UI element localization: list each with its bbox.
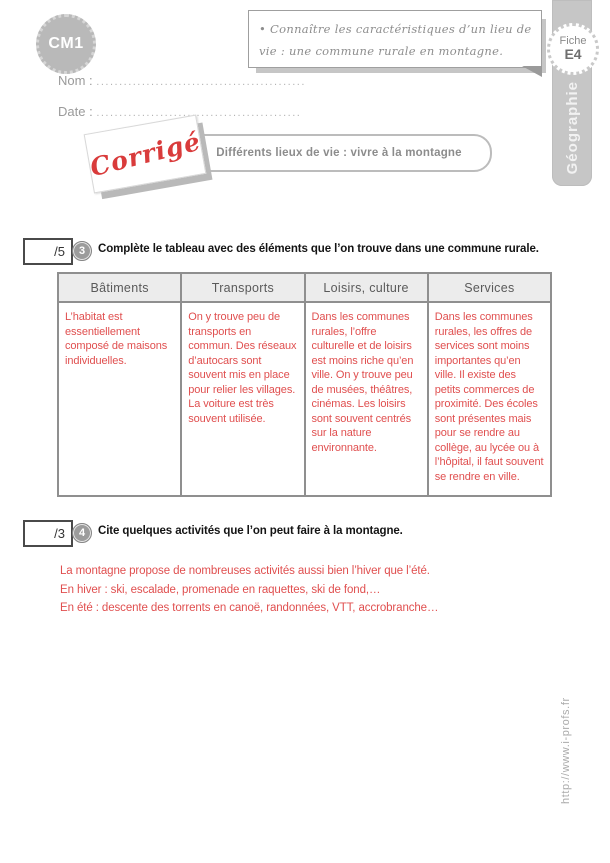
- q4-answer-line-1: La montagne propose de nombreuses activités aussi bien l’hiver que l’été.: [60, 565, 430, 577]
- table-header-row: [58, 273, 551, 302]
- objective-box: [248, 10, 542, 68]
- question-number-q4: [72, 523, 92, 543]
- corrige-stamp-text: Corrigé: [86, 126, 204, 182]
- question-prompt-q3: Complète le tableau avec des éléments que l’on trouve dans une commune rurale.: [98, 243, 539, 255]
- table-cell-loisirs-answer: Dans les communes rurales, l’offre culturelle et de loisirs est moins riche qu’en ville. On y trouve peu de musées, théâtres, cinémas. Les loisirs sont souvent centrés sur la nature environnante.: [305, 302, 428, 496]
- score-label-q3: /5: [54, 244, 65, 259]
- name-label: Nom :: [58, 73, 93, 88]
- worksheet-title-box: [186, 134, 492, 172]
- name-dotted-line: ..............................................: [96, 76, 306, 88]
- fiche-label: Fiche: [559, 35, 587, 48]
- table-answer-row: [58, 302, 551, 496]
- table-header-loisirs-culture: Loisirs, culture: [305, 273, 428, 302]
- question-prompt-q4: Cite quelques activités que l’on peut faire à la montagne.: [98, 525, 403, 537]
- score-box-q4: [23, 520, 73, 547]
- score-label-q4: /3: [54, 526, 65, 541]
- score-box-q3: [23, 238, 73, 265]
- table-cell-transports-answer: On y trouve peu de transports en commun. Des réseaux d’autocars sont souvent mis en place pour relier les villages. La voiture est très souvent utilisée.: [181, 302, 304, 496]
- worksheet-title: Différents lieux de vie : vivre à la montagne: [216, 147, 462, 159]
- level-badge: [36, 14, 96, 74]
- fiche-badge: [547, 23, 599, 75]
- q4-answer-block: [60, 562, 560, 618]
- level-badge-label: CM1: [48, 35, 84, 52]
- name-field-row: [58, 73, 306, 88]
- table-cell-services-answer: Dans les communes rurales, les offres de services sont moins importantes qu’en ville. Il existe des petits commerces de proximité. Des écoles sont présentes mais pour se rendre au collège, au lycée ou à l’hôpital, il faut souvent se rendre en ville.: [428, 302, 551, 496]
- q4-answer-line-2: En hiver : ski, escalade, promenade en raquettes, ski de fond,…: [60, 583, 381, 596]
- subject-tab-label: Géographie: [563, 80, 581, 174]
- rural-commune-table: [57, 272, 552, 497]
- question-number-q3: [72, 241, 92, 261]
- objective-text: • Connaître les caractéristiques d’un lieu de vie : une commune rurale en montagne.: [259, 22, 532, 58]
- question-number-q4-label: 4: [78, 527, 86, 539]
- date-dotted-line: .............................................: [96, 107, 302, 119]
- corrige-stamp: [84, 115, 207, 194]
- table-header-transports: Transports: [181, 273, 304, 302]
- date-label: Date :: [58, 104, 93, 119]
- table-header-batiments: Bâtiments: [58, 273, 181, 302]
- source-url: http://www.i-profs.fr: [560, 697, 572, 804]
- page-fold-decoration: [522, 66, 542, 77]
- fiche-code: E4: [564, 46, 582, 63]
- table-header-services: Services: [428, 273, 551, 302]
- q4-answer-line-3: En été : descente des torrents en canoë, randonnées, VTT, accrobranche…: [60, 602, 439, 615]
- question-number-q3-label: 3: [78, 245, 86, 257]
- table-cell-batiments-answer: L’habitat est essentiellement composé de maisons individuelles.: [58, 302, 181, 496]
